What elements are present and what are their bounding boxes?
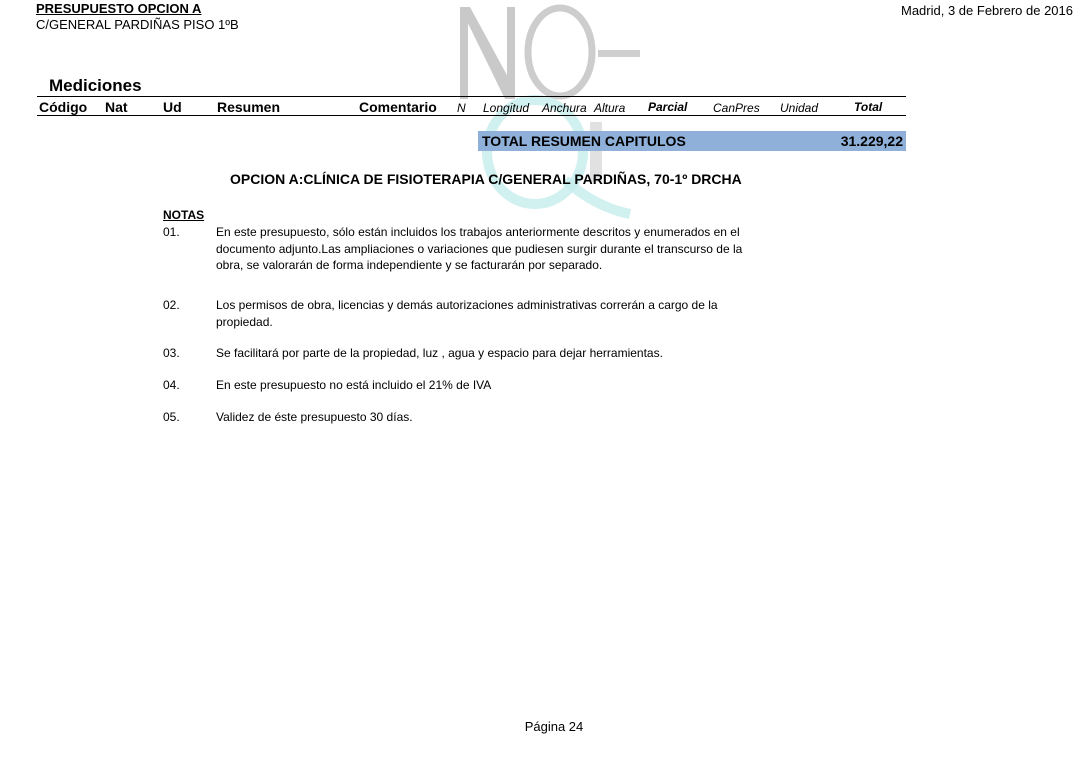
note-number: 01. — [163, 225, 180, 239]
column-header-canpres: CanPres — [713, 101, 760, 115]
note-text: Los permisos de obra, licencias y demás autorizaciones administrativas correrán a cargo de la propiedad. — [216, 298, 718, 329]
page-number: Página 24 — [524, 719, 584, 734]
notes-title: NOTAS — [163, 208, 205, 222]
section-title: Mediciones — [49, 76, 142, 95]
document-subtitle: C/GENERAL PARDIÑAS PISO 1ºB — [36, 17, 239, 32]
document-title: PRESUPUESTO OPCION A — [36, 1, 202, 16]
header-rule-top — [37, 96, 906, 97]
column-header-n: N — [457, 101, 466, 115]
option-heading: OPCION A:CLÍNICA DE FISIOTERAPIA C/GENERAL PARDIÑAS, 70-1º DRCHA — [230, 171, 742, 187]
column-header-longitud: Longitud — [483, 101, 530, 115]
document-date: Madrid, 3 de Febrero de 2016 — [901, 3, 1073, 18]
column-header-resumen: Resumen — [217, 99, 281, 115]
total-summary-value: 31.229,22 — [840, 133, 903, 149]
total-summary-label: TOTAL RESUMEN CAPITULOS — [482, 133, 686, 149]
note-number: 05. — [163, 410, 180, 424]
note-number: 04. — [163, 378, 180, 392]
column-header-parcial: Parcial — [648, 100, 688, 114]
note-text: En este presupuesto no está incluido el 21% de IVA — [216, 378, 492, 392]
column-header-unidad: Unidad — [780, 101, 819, 115]
header-rule-bottom — [37, 115, 906, 116]
note-text: Se facilitará por parte de la propiedad, luz , agua y espacio para dejar herramientas. — [216, 346, 663, 360]
column-header-nat: Nat — [105, 99, 128, 115]
note-text: En este presupuesto, sólo están incluidos los trabajos anteriormente descritos y enumerados en el documento adjunto.Las ampliaciones o variaciones que pudiesen surgir durante el transcurso de la obra, se valorarán de forma independiente y se facturarán por separado. — [216, 225, 743, 272]
column-header-codigo: Código — [39, 99, 88, 115]
column-header-comentario: Comentario — [359, 99, 437, 115]
column-header-total: Total — [854, 100, 883, 114]
column-header-ud: Ud — [163, 99, 182, 115]
column-header-altura: Altura — [594, 101, 626, 115]
column-header-anchura: Anchura — [542, 101, 587, 115]
note-text: Validez de éste presupuesto 30 días. — [216, 410, 413, 424]
note-number: 02. — [163, 298, 180, 312]
note-number: 03. — [163, 346, 180, 360]
